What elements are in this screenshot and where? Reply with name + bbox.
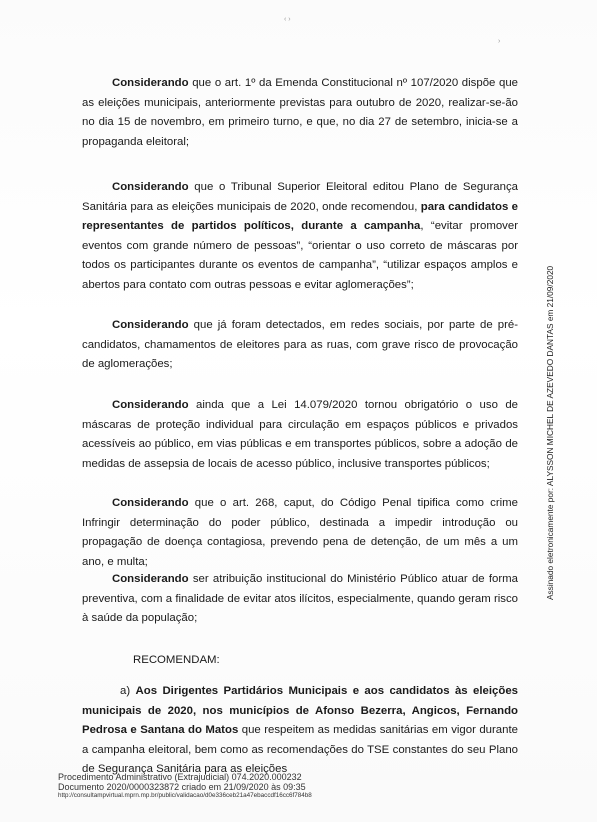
paragraph-bold: Considerando [112,497,189,509]
item-text: que respeitem as medidas sanitárias em vigor durante a campanha eleitoral, bem como as recomendações do TSE constantes do seu Plano de Segurança Sanitária para as eleições [82,724,518,775]
paragraph-bold: Considerando [112,399,189,411]
paragraph-6 [82,570,518,629]
paragraph-bold: Considerando [112,181,189,193]
document-footer [58,772,312,800]
paragraph-4 [82,396,518,474]
signature-text: Assinado eletronicamente por: ALYSSON MICHEL DE AZEVEDO DANTAS em 21/09/2020 [545,265,555,600]
paragraph-text: , “evitar promover eventos com grande número de pessoas”, “orientar o uso correto de máscaras por todos os participantes durante os eventos de campanha”, “utilizar espaços amplos e abertos para contato com outras pessoas e evitar aglomerações”; [82,220,518,291]
paragraph-text: que já foram detectados, em redes sociais, por parte de pré-candidatos, chamamentos de eleitores para as ruas, com grave risco de provocação de aglomerações; [82,319,518,370]
paragraph-bold: Considerando [112,77,189,89]
paragraph-bold: Considerando [112,573,189,585]
paragraph-text: que o art. 268, caput, do Código Penal tipifica como crime Infringir determinação do poder público, destinada a impedir introdução ou propagação de doença contagiosa, prevendo pena de detenção, de um mês a um ano, e multa; [82,497,518,568]
footer-validation-link[interactable]: http://consultampvirtual.mprn.mp.br/public/validacao/d0e336ceb21a47ebaccdf16cc6f784b8 [58,792,312,799]
footer-document: Documento 2020/0000323872 criado em 21/09/2020 às 09:35 [58,782,306,792]
scan-mark: › [498,38,501,45]
paragraph-text: ser atribuição institucional do Ministério Público atuar de forma preventiva, com a finalidade de evitar atos ilícitos, especialmente, quando geram risco à saúde da população; [82,573,518,624]
paragraph-text: que o art. 1º da Emenda Constitucional nº 107/2020 dispõe que as eleições municipais, anteriormente previstas para outubro de 2020, realizar-se-ão no dia 15 de novembro, em primeiro turno, e que, no dia 27 de setembro, inicia-se a propaganda eleitoral; [82,77,518,148]
paragraph-bold-emphasis: para candidatos e representantes de partidos políticos, durante a campanha [82,200,519,232]
recomendam-heading: RECOMENDAM: [133,654,220,666]
paragraph-text: ainda que a Lei 14.079/2020 tornou obrigatório o uso de máscaras de proteção individual para circulação em espaços públicos e privados acessíveis ao público, em vias públicas e em transportes públicos, sobre a adoção de medidas de assepsia de locais de acesso público, inclusive transportes públicos; [82,399,518,470]
paragraph-2 [82,178,518,295]
item-a [82,682,518,780]
scan-mark: ‹ › [284,16,291,23]
paragraph-1 [82,74,518,152]
paragraph-bold: Considerando [112,319,189,331]
footer-procedure: Procedimento Administrativo (Extrajudicial) 074.2020.000232 [58,772,302,782]
item-bold: Aos Dirigentes Partidários Municipais e aos candidatos às eleições municipais de 2020, nos municípios de Afonso Bezerra, Angicos, Fernando Pedrosa e Santana do Matos [82,685,518,736]
paragraph-text: que o Tribunal Superior Eleitoral editou Plano de Segurança Sanitária para as eleições municipais de 2020, onde recomendou, [82,181,518,213]
paragraph-5 [82,494,518,572]
paragraph-3 [82,316,518,375]
item-prefix: a) [120,685,136,697]
